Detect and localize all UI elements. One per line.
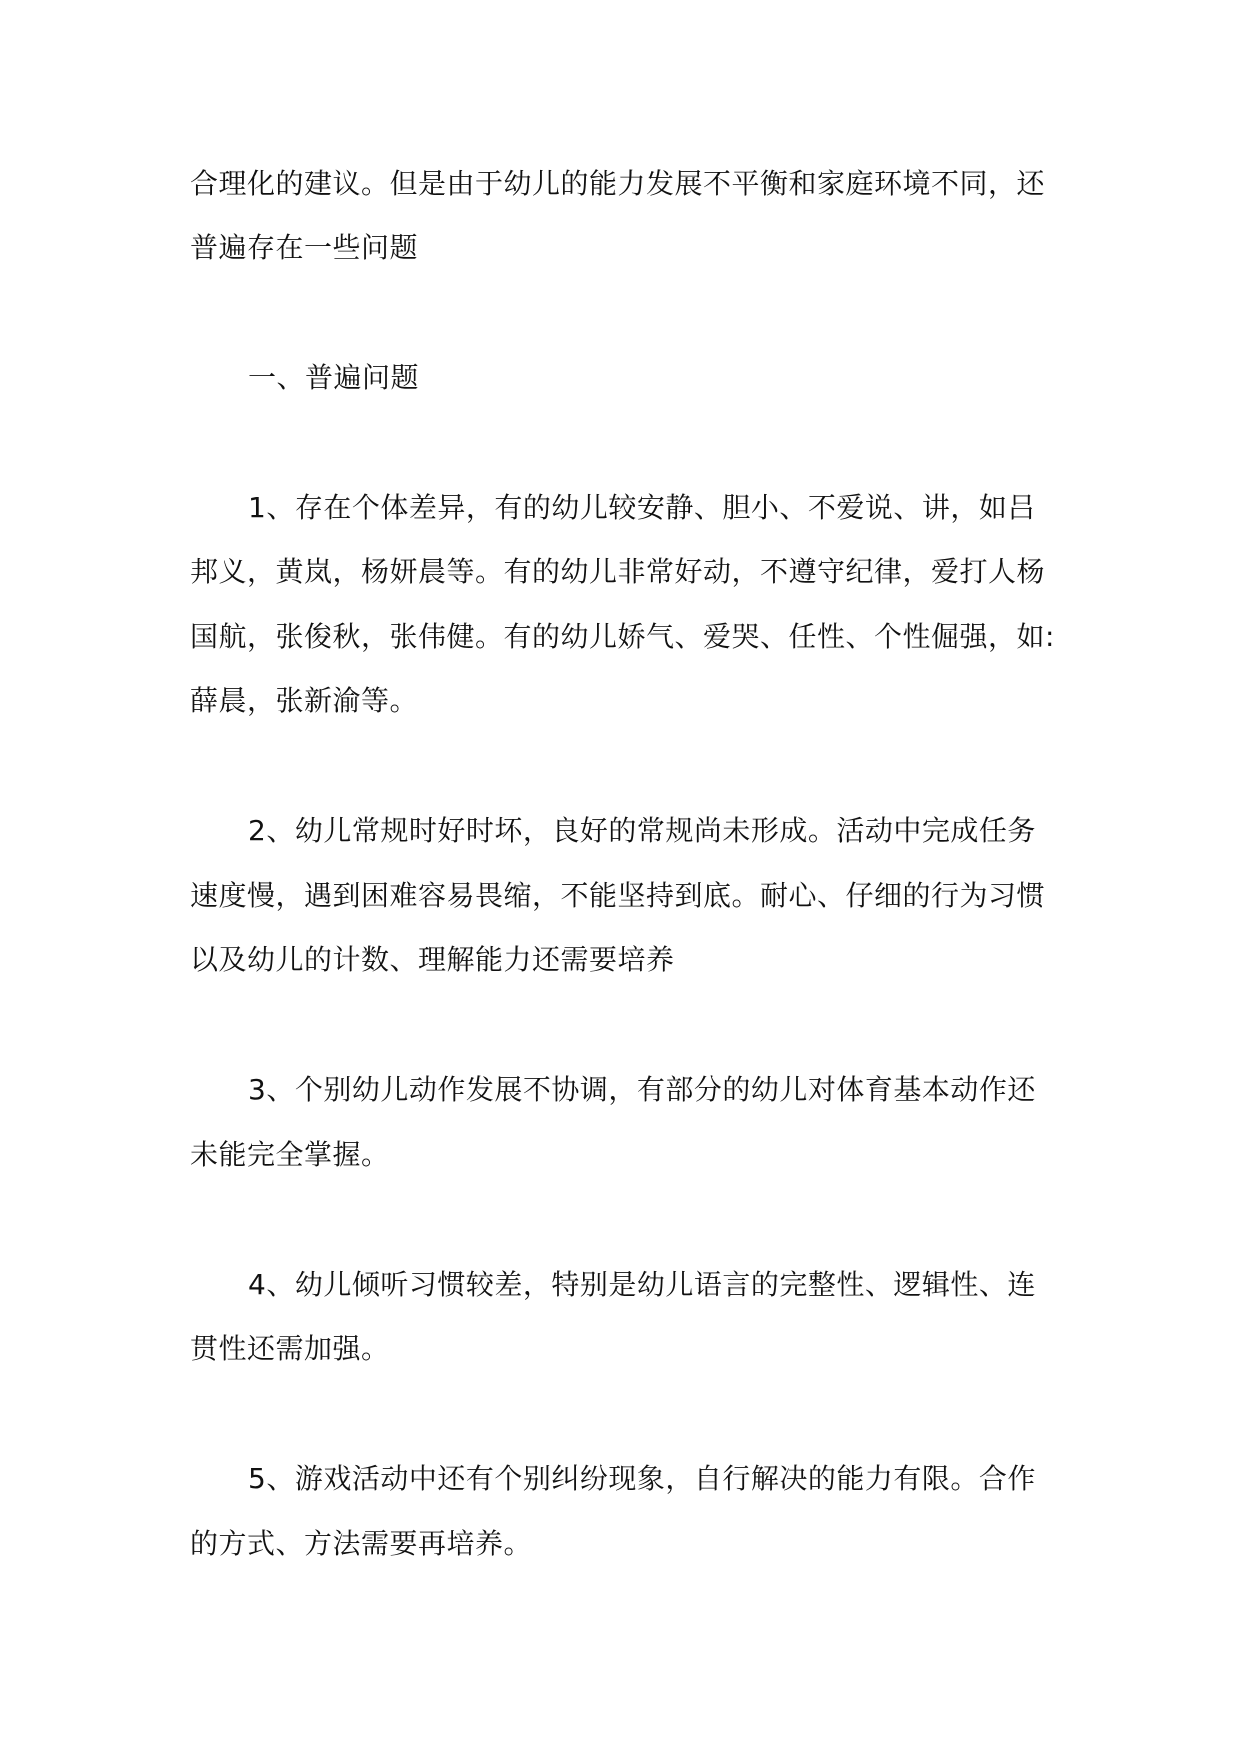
item-5-line-1: 5、游戏活动中还有个别纠纷现象，自行解决的能力有限。合作 [248, 1462, 1036, 1495]
section-heading: 一、普遍问题 [248, 361, 420, 394]
item-4-line-2: 贯性还需加强。 [190, 1332, 390, 1365]
item-2-line-3: 以及幼儿的计数、理解能力还需要培养 [190, 943, 675, 976]
intro-line-1: 合理化的建议。但是由于幼儿的能力发展不平衡和家庭环境不同，还 [190, 167, 1046, 200]
item-2-line-2: 速度慢，遇到困难容易畏缩，不能坚持到底。耐心、仔细的行为习惯 [190, 879, 1046, 912]
item-4-line-1: 4、幼儿倾听习惯较差，特别是幼儿语言的完整性、逻辑性、连 [248, 1268, 1036, 1301]
item-5-line-2: 的方式、方法需要再培养。 [190, 1527, 533, 1560]
intro-line-2: 普遍存在一些问题 [190, 231, 419, 264]
item-1-line-1: 1、存在个体差异，有的幼儿较安静、胆小、不爱说、讲，如吕 [248, 491, 1036, 524]
item-1-line-4: 薛晨，张新渝等。 [190, 684, 419, 717]
item-1-line-3: 国航，张俊秋，张伟健。有的幼儿娇气、爱哭、任性、个性倔强，如: [190, 620, 1055, 653]
item-3-line-2: 未能完全掌握。 [190, 1138, 390, 1171]
item-2-line-1: 2、幼儿常规时好时坏，良好的常规尚未形成。活动中完成任务 [248, 814, 1036, 847]
item-3-line-1: 3、个别幼儿动作发展不协调，有部分的幼儿对体育基本动作还 [248, 1073, 1036, 1106]
item-1-line-2: 邦义，黄岚，杨妍晨等。有的幼儿非常好动，不遵守纪律，爱打人杨 [190, 555, 1046, 588]
